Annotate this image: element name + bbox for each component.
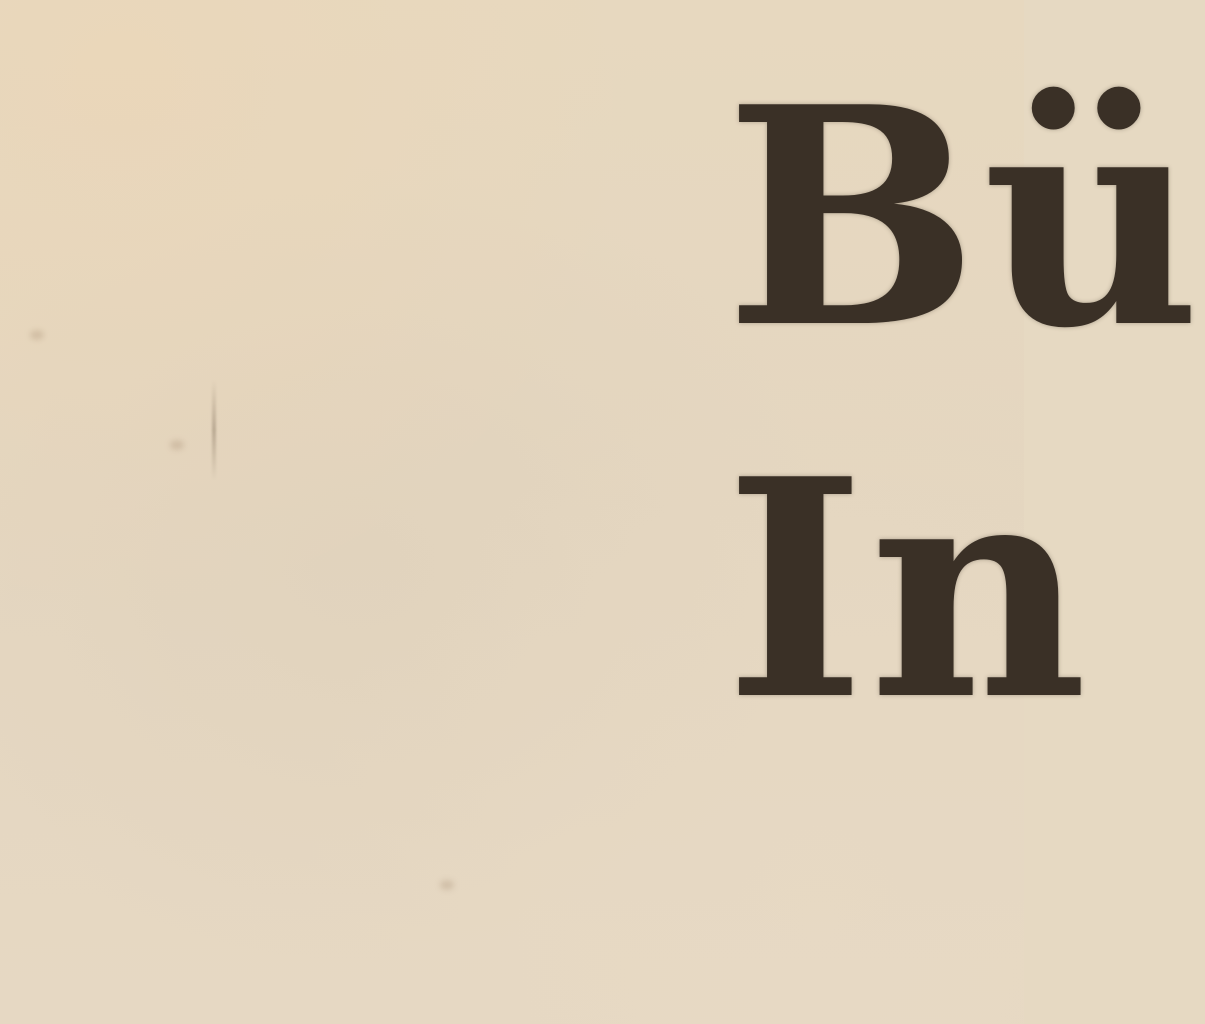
text-column xyxy=(725,0,1205,1024)
paper-crease xyxy=(212,380,216,480)
text-line-1: Bü xyxy=(725,41,1205,394)
paper-speck xyxy=(170,440,184,450)
text-line-2: In xyxy=(725,413,1092,766)
paper-speck xyxy=(30,330,44,340)
paper-speck xyxy=(440,880,454,890)
